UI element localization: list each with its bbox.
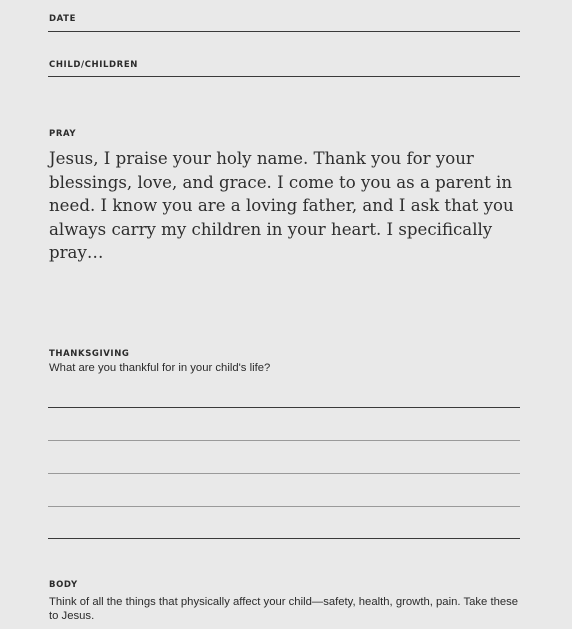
thanksgiving-label: THANKSGIVING <box>49 349 130 359</box>
body-label: BODY <box>49 580 78 590</box>
children-line[interactable] <box>48 76 520 77</box>
thanksgiving-prompt: What are you thankful for in your child's life? <box>49 362 271 374</box>
pray-label: PRAY <box>49 129 77 139</box>
thanksgiving-writing-line[interactable] <box>48 473 520 474</box>
thanksgiving-writing-line[interactable] <box>48 440 520 441</box>
date-label: DATE <box>49 14 76 24</box>
date-line[interactable] <box>48 31 520 32</box>
thanksgiving-writing-line[interactable] <box>48 538 520 539</box>
thanksgiving-writing-line[interactable] <box>48 407 520 408</box>
children-label: CHILD/CHILDREN <box>49 60 138 70</box>
prayer-text: Jesus, I praise your holy name. Thank you for your blessings, love, and grace. I come to you as a parent in need. I know you are a loving father, and I ask that you always carry my children in your heart. I specifically pray… <box>49 149 514 262</box>
thanksgiving-writing-line[interactable] <box>48 506 520 507</box>
body-prompt: Think of all the things that physically affect your child—safety, health, growth, pain. Take these to Jesus. <box>49 596 519 622</box>
